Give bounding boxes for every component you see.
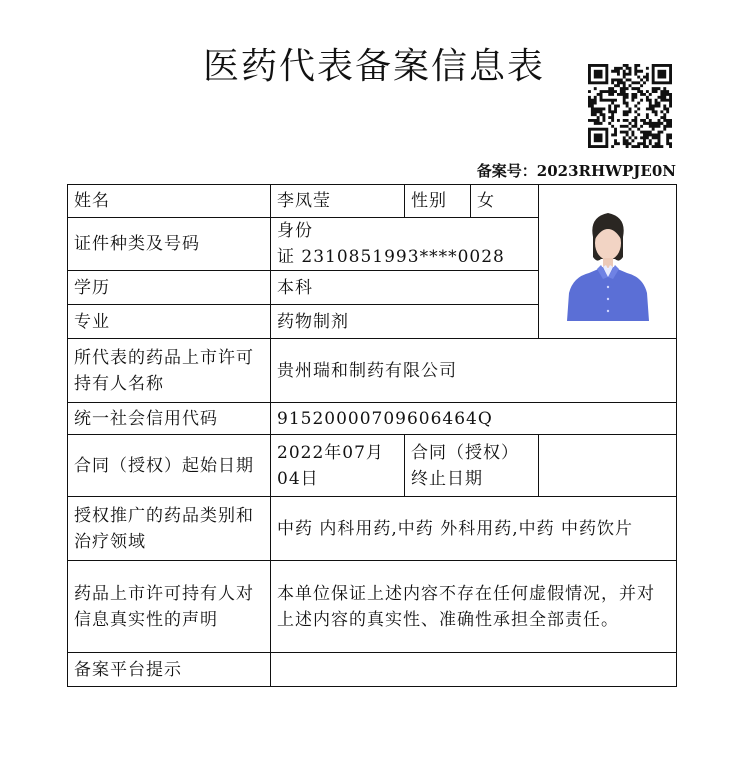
holder-label: 所代表的药品上市许可持有人名称 [68,339,271,403]
table-row [68,653,677,687]
major-value: 药物制剂 [271,305,539,339]
gender-value: 女 [471,185,539,218]
page-title: 医药代表备案信息表 [202,46,545,87]
credit-code-value: 91520000709606464Q [271,403,677,435]
filing-number-value: 2023RHWPJE0N [536,162,676,180]
education-label: 学历 [68,271,271,305]
gender-label: 性别 [405,185,471,218]
table-row [68,435,677,497]
start-date-value: 2022年07月04日 [271,435,405,497]
end-date-label: 合同（授权）终止日期 [405,435,539,497]
table-row [68,561,677,653]
education-value: 本科 [271,271,539,305]
portrait-photo-icon [563,203,653,321]
platform-tip-value [271,653,677,687]
major-label: 专业 [68,305,271,339]
end-date-value [539,435,677,497]
platform-tip-label: 备案平台提示 [68,653,271,687]
statement-label: 药品上市许可持有人对信息真实性的声明 [68,561,271,653]
qr-code-icon [588,64,672,148]
info-table [67,184,677,687]
table-row [68,403,677,435]
statement-value: 本单位保证上述内容不存在任何虚假情况，并对上述内容的真实性、准确性承担全部责任。 [271,561,677,653]
name-label: 姓名 [68,185,271,218]
table-row [68,497,677,561]
table-row [68,185,677,218]
id-type-label: 证件种类及号码 [68,218,271,271]
start-date-label: 合同（授权）起始日期 [68,435,271,497]
credit-code-label: 统一社会信用代码 [68,403,271,435]
holder-value: 贵州瑞和制药有限公司 [271,339,677,403]
photo-cell [539,185,677,339]
table-row [68,339,677,403]
filing-number [477,160,676,181]
id-value [271,218,539,271]
name-value: 李凤莹 [271,185,405,218]
id-number-value: 2310851993****0028 [301,247,505,267]
filing-number-label: 备案号： [476,162,537,180]
id-type-value: 身份证 [277,221,313,267]
categories-label: 授权推广的药品类别和治疗领域 [68,497,271,561]
categories-value: 中药 内科用药,中药 外科用药,中药 中药饮片 [271,497,677,561]
